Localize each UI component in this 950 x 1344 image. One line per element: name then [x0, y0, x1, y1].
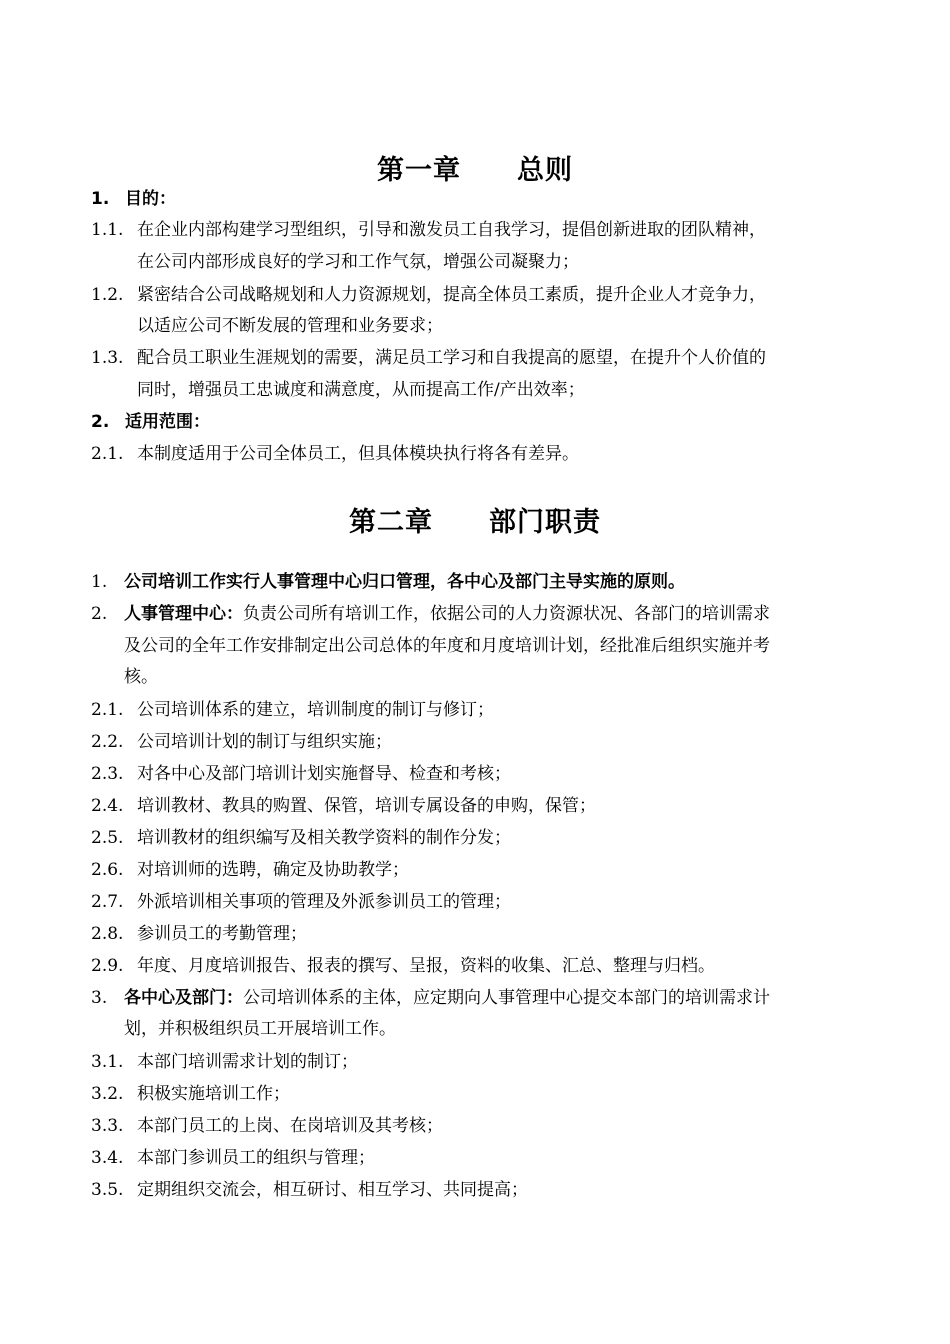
item-number: 2.8.	[91, 924, 124, 944]
item-number: 1.3.	[91, 348, 124, 368]
paragraph-number: 2.	[91, 604, 108, 624]
item-number: 3.1.	[91, 1052, 124, 1072]
paragraph-text: 及公司的全年工作安排制定出公司总体的年度和月度培训计划，经批准后组织实施并考	[124, 636, 770, 656]
paragraph-text: 核。	[124, 667, 158, 687]
item-text: 定期组织交流会，相互研讨、相互学习、共同提高；	[137, 1180, 528, 1200]
item-text: 年度、月度培训报告、报表的撰写、呈报，资料的收集、汇总、整理与归档。	[137, 956, 715, 976]
principle-text: 公司培训工作实行人事管理中心归口管理，各中心及部门主导实施的原则。	[124, 572, 685, 592]
chapter-2-title: 第二章 部门职责	[349, 507, 601, 538]
item-text: 对各中心及部门培训计划实施督导、检查和考核；	[137, 764, 511, 784]
item-number: 2.7.	[91, 892, 124, 912]
item-number: 3.5.	[91, 1180, 124, 1200]
item-text: 本部门员工的上岗、在岗培训及其考核；	[137, 1116, 443, 1136]
item-text: 紧密结合公司战略规划和人力资源规划，提高全体员工素质，提升企业人才竞争力，	[137, 285, 766, 305]
item-text: 配合员工职业生涯规划的需要，满足员工学习和自我提高的愿望，在提升个人价值的	[137, 348, 766, 368]
item-number: 2.4.	[91, 796, 124, 816]
item-text: 本制度适用于公司全体员工，但具体模块执行将各有差异。	[137, 444, 579, 464]
item-number: 2.6.	[91, 860, 124, 880]
item-number: 2.1.	[91, 444, 124, 464]
departments-paragraph	[124, 986, 770, 1010]
hr-center-paragraph	[124, 602, 770, 626]
item-number: 2.9.	[91, 956, 124, 976]
section-title-purpose: 目的：	[125, 189, 176, 209]
item-text: 同时，增强员工忠诚度和满意度，从而提高工作/产出效率；	[137, 380, 585, 400]
paragraph-number: 3.	[91, 988, 108, 1008]
item-text: 在企业内部构建学习型组织，引导和激发员工自我学习，提倡创新进取的团队精神，	[137, 220, 766, 240]
departments-label: 各中心及部门：	[124, 988, 243, 1008]
item-text: 公司培训体系的建立，培训制度的制订与修订；	[137, 700, 494, 720]
item-number: 2.2.	[91, 732, 124, 752]
item-number: 2.5.	[91, 828, 124, 848]
item-text: 参训员工的考勤管理；	[137, 924, 307, 944]
hr-center-text: 负责公司所有培训工作，依据公司的人力资源状况、各部门的培训需求	[243, 604, 770, 624]
paragraph-number: 1.	[91, 572, 108, 592]
item-text: 以适应公司不断发展的管理和业务要求；	[137, 316, 443, 336]
item-number: 2.3.	[91, 764, 124, 784]
departments-text: 公司培训体系的主体，应定期向人事管理中心提交本部门的培训需求计	[243, 988, 770, 1008]
section-number: 2.	[91, 412, 110, 432]
item-text: 积极实施培训工作；	[137, 1084, 290, 1104]
item-number: 2.1.	[91, 700, 124, 720]
item-text: 本部门培训需求计划的制订；	[137, 1052, 358, 1072]
chapter-1-title: 第一章 总则	[377, 155, 573, 186]
item-text: 在公司内部形成良好的学习和工作气氛，增强公司凝聚力；	[137, 252, 579, 272]
section-title-scope: 适用范围：	[125, 412, 210, 432]
item-number: 3.3.	[91, 1116, 124, 1136]
item-text: 外派培训相关事项的管理及外派参训员工的管理；	[137, 892, 511, 912]
hr-center-label: 人事管理中心：	[124, 604, 243, 624]
item-number: 1.2.	[91, 285, 124, 305]
paragraph-text: 划，并积极组织员工开展培训工作。	[124, 1019, 396, 1039]
item-text: 培训教材、教具的购置、保管，培训专属设备的申购，保管；	[137, 796, 596, 816]
section-number: 1.	[91, 189, 110, 209]
item-number: 3.2.	[91, 1084, 124, 1104]
item-number: 3.4.	[91, 1148, 124, 1168]
item-text: 本部门参训员工的组织与管理；	[137, 1148, 375, 1168]
item-text: 对培训师的选聘，确定及协助教学；	[137, 860, 409, 880]
item-text: 公司培训计划的制订与组织实施；	[137, 732, 392, 752]
item-number: 1.1.	[91, 220, 124, 240]
item-text: 培训教材的组织编写及相关教学资料的制作分发；	[137, 828, 511, 848]
